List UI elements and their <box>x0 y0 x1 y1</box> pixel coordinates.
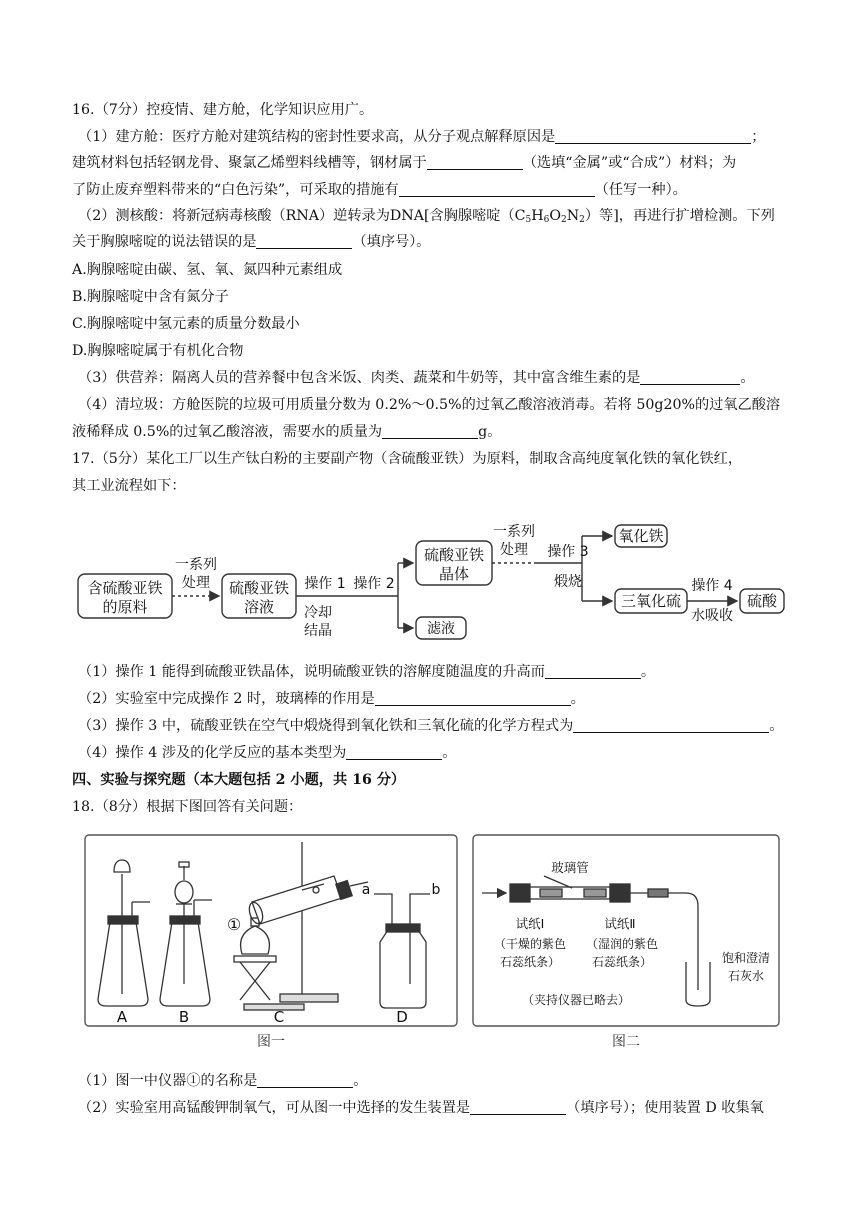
subscript: 5 <box>525 215 532 225</box>
answer-blank[interactable] <box>256 233 352 249</box>
punctuation: ； <box>751 129 766 145</box>
figure-two <box>472 834 780 1050</box>
paper-two-desc: 石蕊纸条） <box>591 955 653 969</box>
flow-text: 三氧化硫 <box>620 592 682 610</box>
paper-two-label: 试纸Ⅱ <box>604 916 636 931</box>
paper-one-desc: （干燥的紫色 <box>493 937 567 951</box>
q16-part3-text: （3）供营养：隔离人员的营养餐中包含米饭、肉类、蔬菜和牛奶等，其中富含维生素的是 <box>78 370 641 386</box>
limewater-label: 石灰水 <box>727 969 765 983</box>
flow-text: 滤液 <box>427 621 455 637</box>
option-d: D.胸腺嘧啶属于有机化合物 <box>72 343 244 359</box>
formula-element: H <box>531 208 544 224</box>
paper-two-desc: （湿润的紫色 <box>585 937 659 951</box>
answer-blank[interactable] <box>470 1099 566 1115</box>
q16-part2-text3: 关于胸腺嘧啶的说法错误的是 <box>72 234 257 250</box>
flow-text: 硫酸亚铁 <box>423 546 485 564</box>
figure-one-caption: 图一 <box>257 1034 285 1050</box>
q16-part2-line2 <box>72 232 796 252</box>
flow-text: 操作 2 <box>353 576 395 592</box>
process-flow-diagram <box>72 516 792 648</box>
answer-blank[interactable] <box>399 181 595 197</box>
q16-part1-line1 <box>78 127 802 147</box>
q16-part4-line1: （4）清垃圾：方舱医院的垃圾可用质量分数为 0.2%～0.5%的过氧乙酸溶液消毒。若将 50g20%的过氧乙酸溶 <box>78 397 781 413</box>
punctuation: 。 <box>353 1073 368 1089</box>
answer-blank[interactable] <box>573 717 769 733</box>
figure-one <box>84 834 458 1050</box>
paper-one-desc: 石蕊纸条） <box>499 955 561 969</box>
option-c: C.胸腺嘧啶中氢元素的质量分数最小 <box>72 316 300 332</box>
q16-part1-line2 <box>72 153 796 173</box>
flow-text: 一系列 <box>493 524 535 540</box>
q17-title-line2: 其工业流程如下： <box>72 478 186 494</box>
q16-part2-line1 <box>78 206 802 226</box>
q17-part2 <box>78 689 802 709</box>
q16-part1-text2: 建筑材料包括轻钢龙骨、聚氯乙烯塑料线槽等，钢材属于 <box>72 155 427 171</box>
test-paper-two <box>584 889 606 897</box>
flow-text: 操作 1 <box>304 576 346 592</box>
marker-one: ① <box>226 915 242 934</box>
q16-part3 <box>78 368 802 388</box>
subscript: 2 <box>560 215 567 225</box>
q16-part2-text: （2）测核酸：将新冠病毒核酸（RNA）逆转录为DNA[含胸腺嘧啶（C <box>78 208 526 224</box>
q16-part1-text: （1）建方舱：医疗方舱对建筑结构的密封性要求高，从分子观点解释原因是 <box>78 129 556 145</box>
formula-element: O <box>549 208 561 224</box>
subscript: 6 <box>543 215 550 225</box>
stopper-left <box>510 884 530 902</box>
flow-text: 处理 <box>182 575 210 591</box>
clamp-note: （夹持仪器已略去） <box>521 993 631 1007</box>
flow-text: 含硫酸亚铁 <box>87 579 163 597</box>
label-a: A <box>116 1008 128 1026</box>
answer-blank[interactable] <box>346 744 442 760</box>
flow-text: 硫酸亚铁 <box>228 579 290 597</box>
q16-part1-line3 <box>72 180 796 200</box>
subscript: 2 <box>579 215 585 225</box>
flow-text: 操作 3 <box>547 544 589 560</box>
answer-blank[interactable] <box>427 154 523 170</box>
q18-part1 <box>78 1071 802 1091</box>
option-b: B.胸腺嘧啶中含有氮分子 <box>72 289 229 305</box>
q17-part3-text: （3）操作 3 中，硫酸亚铁在空气中煅烧得到氧化铁和三氧化硫的化学方程式为 <box>78 718 574 734</box>
q18-part2-text: （2）实验室用高锰酸钾制氧气，可从图一中选择的发生装置是 <box>78 1100 471 1116</box>
q18-part2 <box>78 1098 802 1118</box>
q16-part4-line2 <box>72 422 796 442</box>
paper-one-label: 试纸Ⅰ <box>515 916 545 931</box>
q16-part1-text3: （选填“金属”或“合成”）材料；为 <box>522 155 737 171</box>
label-d: D <box>396 1008 408 1026</box>
flow-text: 煅烧 <box>554 574 582 590</box>
formula-element: N <box>566 208 580 224</box>
test-paper-one <box>540 889 562 897</box>
figure-two-caption: 图二 <box>612 1034 640 1050</box>
punctuation: 。 <box>442 745 457 761</box>
q16-part2-text4: （填序号）。 <box>352 234 431 250</box>
flow-text: 冷却 <box>304 605 332 621</box>
flow-text: 硫酸 <box>746 592 778 610</box>
q17-part4-text: （4）操作 4 涉及的化学反应的基本类型为 <box>78 745 347 761</box>
q16-part4-text2: g。 <box>478 424 502 440</box>
punctuation: 。 <box>640 664 656 680</box>
q16-part1-text4: 了防止废弃塑料带来的“白色污染”，可采取的措施有 <box>72 182 399 198</box>
flow-text: 一系列 <box>175 557 217 573</box>
flow-text: 溶液 <box>243 598 275 616</box>
q17-part1 <box>78 662 802 682</box>
label-b: B <box>178 1008 190 1026</box>
label-c: C <box>273 1008 285 1026</box>
section-heading: 四、实验与探究题（本大题包括 2 小题，共 16 分） <box>72 772 406 788</box>
punctuation: 。 <box>740 370 755 386</box>
flow-text: 水吸收 <box>691 608 733 624</box>
q18-part1-text: （1）图一中仪器①的名称是 <box>78 1073 258 1089</box>
option-a: A.胸腺嘧啶由碳、氢、氧、氮四种元素组成 <box>72 262 343 278</box>
q16-title: 16.（7分）控疫情、建方舱，化学知识应用广。 <box>72 102 374 118</box>
answer-blank[interactable] <box>375 690 571 706</box>
q17-part3 <box>78 716 802 736</box>
q16-part4-text: 液稀释成 0.5%的过氧乙酸溶液，需要水的质量为 <box>72 424 383 440</box>
port-a: a <box>361 882 371 898</box>
q16-part1-text5: （任写一种）。 <box>594 182 687 198</box>
flow-text: 晶体 <box>438 565 470 583</box>
limewater-label: 饱和澄清 <box>721 951 771 965</box>
flow-text: 氧化铁 <box>618 527 664 545</box>
port-b: b <box>431 882 441 898</box>
flow-text: 处理 <box>500 542 528 558</box>
q17-part2-text: （2）实验室中完成操作 2 时，玻璃棒的作用是 <box>78 691 375 707</box>
flow-text: 结晶 <box>304 623 332 639</box>
answer-blank[interactable] <box>257 1072 353 1088</box>
q17-part1-text: （1）操作 1 能得到硫酸亚铁晶体，说明硫酸亚铁的溶解度随温度的升高而 <box>78 664 545 680</box>
q16-part2-text2: ）等]，再进行扩增检测。下列 <box>584 208 775 224</box>
tube-label: 玻璃管 <box>551 860 589 875</box>
q18-title: 18.（8分）根据下图回答有关问题： <box>72 799 303 815</box>
q18-part2-text2: （填序号）；使用装置 D 收集氧 <box>566 1100 764 1116</box>
answer-blank[interactable] <box>545 663 641 679</box>
answer-blank[interactable] <box>382 423 478 439</box>
stopper-right <box>610 884 630 902</box>
punctuation: 。 <box>769 718 784 734</box>
q17-title-line1: 17.（5分）某化工厂以生产钛白粉的主要副产物（含硫酸亚铁）为原料，制取含高纯度氧化铁的氧化铁红， <box>72 451 743 467</box>
punctuation: 。 <box>570 691 585 707</box>
q17-part4 <box>78 743 802 763</box>
flow-text: 操作 4 <box>691 578 733 594</box>
flow-text: 的原料 <box>102 598 148 616</box>
answer-blank[interactable] <box>555 128 751 144</box>
answer-blank[interactable] <box>640 369 740 385</box>
